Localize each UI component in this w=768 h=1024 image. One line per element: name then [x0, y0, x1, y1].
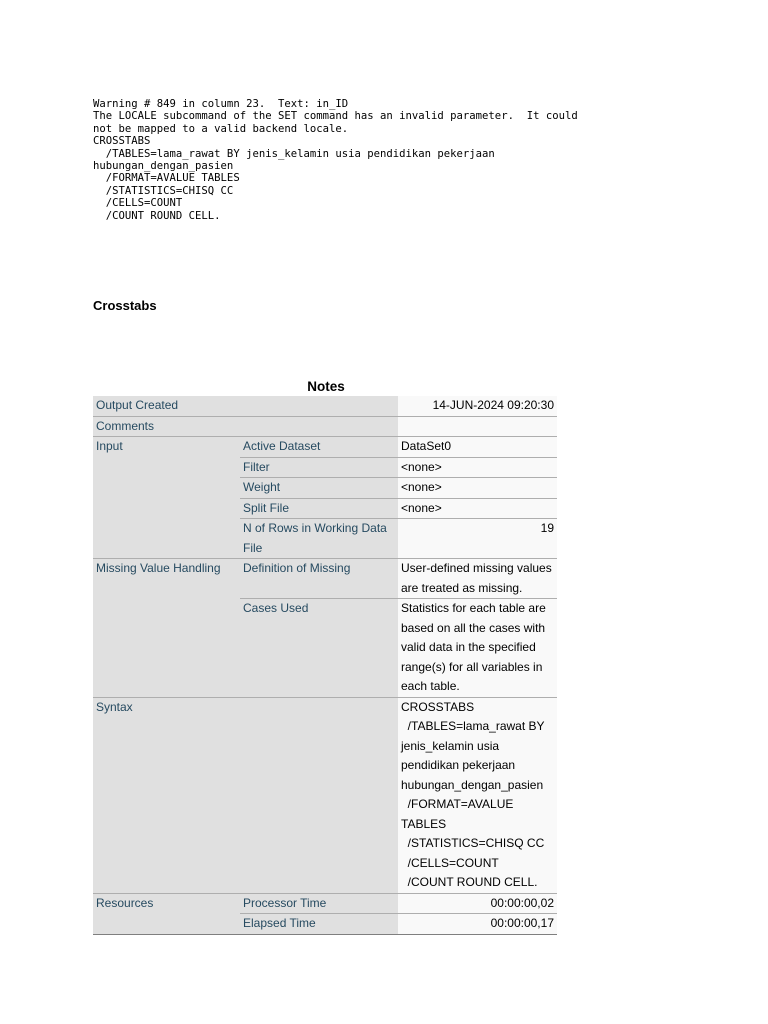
table-row — [93, 893, 557, 914]
table-row — [93, 416, 557, 437]
log-line: /STATISTICS=CHISQ CC — [93, 184, 234, 197]
row-label: Cases Used — [240, 599, 398, 698]
row-label: Active Dataset — [240, 437, 398, 458]
cell-value: 19 — [398, 519, 557, 559]
row-label: Syntax — [93, 697, 398, 893]
group-label: Resources — [93, 893, 240, 934]
cell-value: <none> — [398, 457, 557, 478]
cell-value — [398, 416, 557, 437]
notes-title: Notes — [307, 379, 345, 394]
cell-value: <none> — [398, 498, 557, 519]
row-label: Filter — [240, 457, 398, 478]
log-line: hubungan_dengan_pasien — [93, 160, 234, 173]
table-row — [93, 396, 557, 416]
cell-value: User-defined missing values are treated as missing. — [398, 559, 557, 599]
cell-value: 00:00:00,02 — [398, 893, 557, 914]
row-label: Split File — [240, 498, 398, 519]
log-line: /TABLES=lama_rawat BY jenis_kelamin usia pendidikan pekerjaan — [93, 147, 495, 160]
row-label: Elapsed Time — [240, 914, 398, 935]
log-line: /FORMAT=AVALUE TABLES — [93, 172, 240, 185]
group-label: Missing Value Handling — [93, 559, 240, 698]
table-row — [93, 559, 557, 599]
row-label: Definition of Missing — [240, 559, 398, 599]
row-label: Weight — [240, 478, 398, 499]
cell-value: 00:00:00,17 — [398, 914, 557, 935]
row-label: Processor Time — [240, 893, 398, 914]
log-line: /CELLS=COUNT — [93, 197, 183, 210]
row-label: N of Rows in Working Data File — [240, 519, 398, 559]
cell-value: DataSet0 — [398, 437, 557, 458]
warning-log — [93, 98, 578, 222]
group-label: Input — [93, 437, 240, 559]
row-label: Output Created — [93, 396, 398, 416]
table-row — [93, 437, 557, 458]
row-label: Comments — [93, 416, 398, 437]
log-line: CROSSTABS — [93, 135, 151, 148]
cell-value: 14-JUN-2024 09:20:30 — [398, 396, 557, 416]
table-row — [93, 697, 557, 893]
cell-value: Statistics for each table are based on all the cases with valid data in the specified range(s) for all variables in each table. — [398, 599, 557, 698]
syntax-value: CROSSTABS /TABLES=lama_rawat BY jenis_kelamin usia pendidikan pekerjaan hubungan_dengan_pasien /FORMAT=AVALUE TABLES /STATISTICS=CHISQ CC /CELLS=COUNT /COUNT ROUND CELL. — [398, 697, 557, 893]
cell-value: <none> — [398, 478, 557, 499]
log-line: The LOCALE subcommand of the SET command has an invalid parameter. It could — [93, 110, 578, 123]
notes-table — [93, 396, 557, 935]
log-line: Warning # 849 in column 23. Text: in_ID — [93, 98, 349, 110]
section-title: Crosstabs — [93, 298, 157, 313]
log-line: not be mapped to a valid backend locale. — [93, 122, 349, 135]
log-line: /COUNT ROUND CELL. — [93, 209, 221, 222]
